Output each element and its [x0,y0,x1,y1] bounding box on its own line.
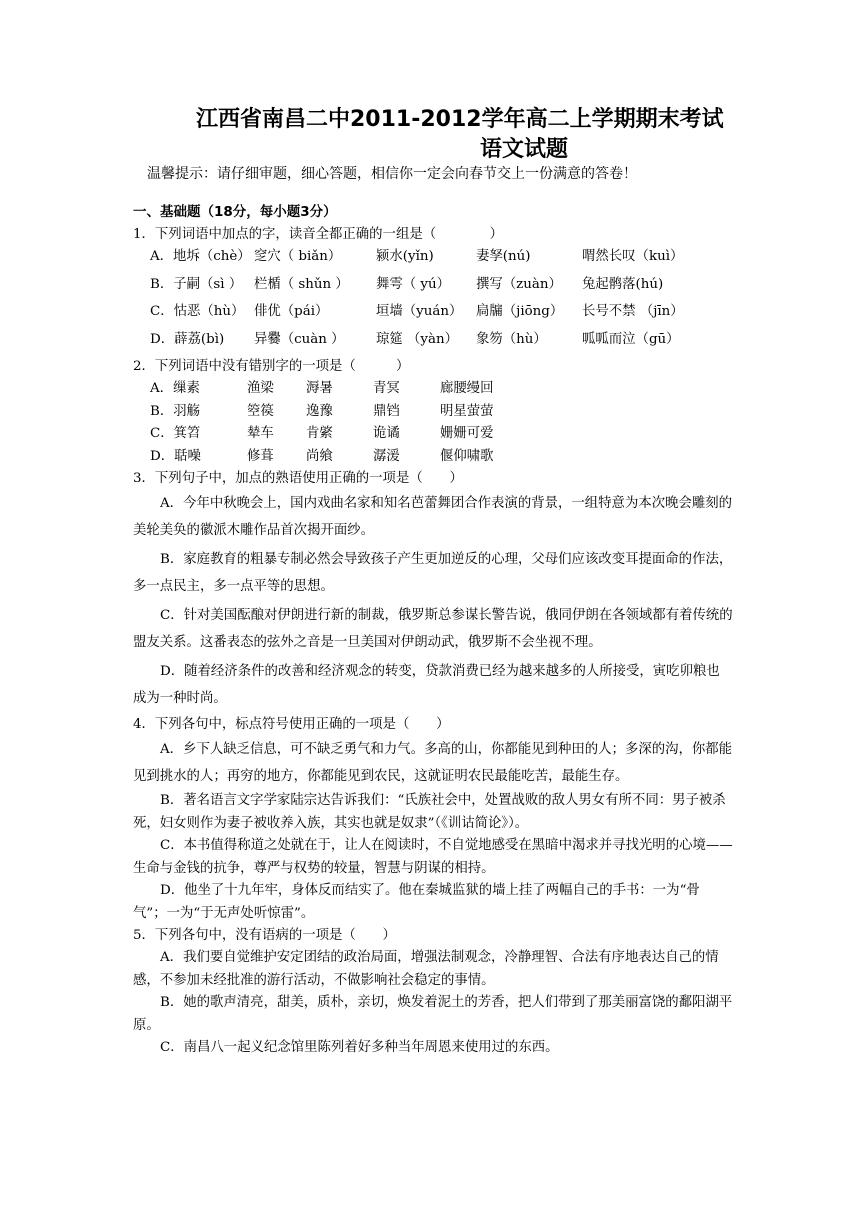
option-item: 偃仰啸歌 [440,448,494,464]
option-item: 修葺 [247,448,274,464]
question-5-option-b: B．她的歌声清亮，甜美，质朴，亲切，焕发着泥土的芳香，把人们带到了那美丽富饶的鄱阳湖平原。 [133,995,733,1033]
option-item: 诡谲 [373,426,400,441]
question-2-option-c [133,423,733,446]
question-2-option-b [133,401,733,424]
option-item: C．怙恶（hù） [150,304,245,319]
question-4 [133,714,733,925]
option-item: D．薜荔(bì) [150,331,225,347]
exam-tip: 温馨提示：请仔细审题，细心答题，相信你一定会向春节交上一份满意的答卷！ [147,166,637,182]
section-heading: 一、基础题（18分，每小题3分） [133,204,337,220]
option-item: 长号不禁 （jīn） [582,304,684,319]
option-item: 妻孥(nú) [476,249,531,264]
question-5 [133,925,733,1060]
exam-content [133,202,733,1060]
option-item: 青冥 [373,381,400,396]
question-2 [133,356,733,468]
question-4-option-c: C．本书值得称道之处就在于，让人在阅读时，不自觉地感受在黑暗中渴求并寻找光明的心境——生命与金钱的抗争，尊严与权势的较量，智慧与阴谋的相持。 [133,838,733,876]
question-2-stem: 2．下列词语中没有错别字的一项是（ ） [133,359,410,374]
option-item: 象笏（hù） [476,331,547,347]
option-item: 扃牖（jiōng） [476,304,564,319]
question-4-option-b: B．著名语言文字学家陆宗达告诉我们：“氏族社会中，处置战败的敌人男女有所不同：男子被杀死，妇女则作为妻子被收养入族，其实也就是奴隶”（《训诂简论》）。 [133,793,726,831]
question-3-option-c: C．针对美国酝酿对伊朗进行新的制裁，俄罗斯总参谋长警告说，俄同伊朗在各领域都有着传统的盟友关系。这番表态的弦外之音是一旦美国对伊朗动武，俄罗斯不会坐视不理。 [133,608,733,650]
option-item: D．聒噪 [150,448,201,464]
option-item: B．羽觞 [150,403,201,419]
option-item: B．子嗣（sì ） [150,276,243,292]
question-5-option-a: A．我们要自觉维护安定团结的政治局面，增强法制观念，冷静理智、合法有序地表达自己的情感，不参加未经批准的游行活动，不做影响社会稳定的事情。 [133,950,719,988]
question-1-stem: 1．下列词语中加点的字，读音全都正确的一组是（ ） [133,227,504,242]
question-5-option-c: C．南昌八一起义纪念馆里陈列着好多种当年周恩来使用过的东西。 [160,1040,559,1055]
question-2-option-d [133,446,733,469]
option-item: 栏楯（ shǔn ） [254,276,349,292]
option-item: 兔起鹘落(hú) [582,276,664,292]
option-item: 潺湲 [373,448,400,464]
question-3-stem: 3．下列句子中，加点的熟语使用正确的一项是（ ） [133,471,463,486]
question-3 [133,468,733,712]
question-3-option-a: A．今年中秋晚会上，国内戏曲名家和知名芭蕾舞团合作表演的背景，一组特意为本次晚会雕刻的美轮美奂的徽派木雕作品首次揭开面纱。 [133,496,733,538]
question-2-option-a [133,378,733,401]
question-5-stem: 5．下列各句中，没有语病的一项是（ ） [133,928,396,943]
option-item: A．地坼（chè） [150,249,251,264]
option-item: 舞雩（ yú） [376,276,451,292]
exam-title: 江西省南昌二中2011-2012学年高二上学期期末考试 [196,107,724,132]
question-1-option-d [133,329,733,357]
option-item: 鼎铛 [373,403,400,419]
option-item: C．箕笤 [150,426,201,441]
question-4-option-a: A．乡下人缺乏信息，可不缺乏勇气和力气。多高的山，你都能见到种田的人；多深的沟，你都能见到挑水的人；再穷的地方，你都能见到农民，这就证明农民最能吃苦，最能生存。 [133,742,733,784]
option-item: 尚飨 [306,448,333,464]
option-item: 明星萤萤 [440,403,494,419]
option-item: 渔梁 [247,381,274,396]
exam-subtitle: 语文试题 [480,137,569,162]
option-item: 呱呱而泣（gū） [582,331,680,347]
question-1-option-a [133,246,733,274]
option-item: 垣墙（yuán） [376,304,463,319]
option-item: 箜篌 [247,403,274,419]
option-item: 窆穴（ biǎn） [254,249,342,264]
question-1-option-c [133,301,733,329]
question-4-stem: 4．下列各句中，标点符号使用正确的一项是（ ） [133,717,450,732]
option-item: 喟然长叹（kuì） [582,249,684,264]
option-item: 俳优（pái） [254,304,329,319]
option-item: 廊腰缦回 [440,381,494,396]
option-item: 肯綮 [306,426,333,441]
question-3-option-b: B．家庭教育的粗暴专制必然会导致孩子产生更加逆反的心理，父母们应该改变耳提面命的作法，多一点民主，多一点平等的思想。 [133,552,733,594]
option-item: 异爨（cuàn ） [254,331,345,347]
option-item: 撰写（zuàn） [476,276,562,292]
option-item: 琼筵 （yàn） [376,331,458,347]
question-1 [133,224,733,356]
option-item: 溽暑 [306,381,333,396]
option-item: 逸豫 [306,403,333,419]
option-item: 颍水(yǐn) [376,249,434,264]
option-item: 姗姗可爱 [440,426,494,441]
question-4-option-d: D．他坐了十九年牢，身体反而结实了。他在秦城监狱的墙上挂了两幅自己的手书：一为“骨气”；一为“于无声处听惊雷”。 [133,883,700,921]
question-1-option-b [133,274,733,302]
option-item: A．缫素 [150,381,200,396]
option-item: 辇车 [247,426,274,441]
question-3-option-d: D．随着经济条件的改善和经济观念的转变，贷款消费已经为越来越多的人所接受，寅吃卯粮也成为一种时尚。 [133,664,720,706]
